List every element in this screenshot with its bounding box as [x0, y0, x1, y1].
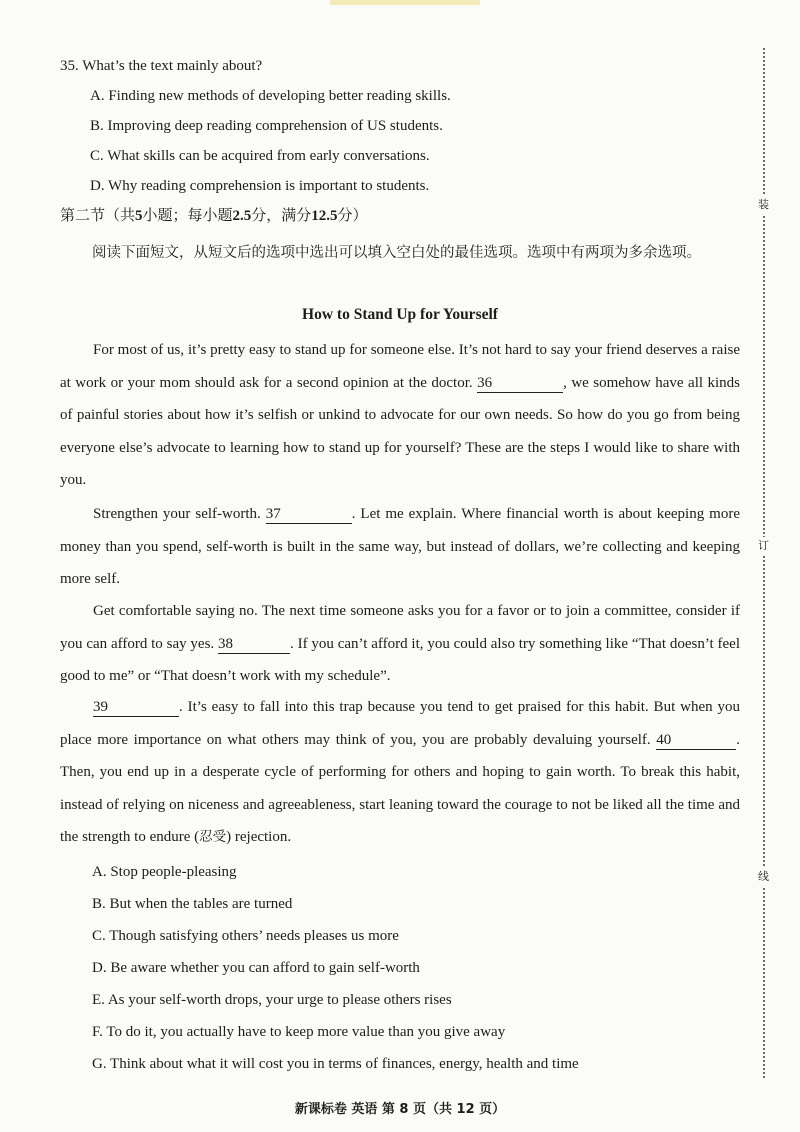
passage-title: How to Stand Up for Yourself — [302, 306, 498, 323]
section-2-instructions: 阅读下面短文，从短文后的选项中选出可以填入空白处的最佳选项。选项中有两项为多余选项。 — [92, 245, 701, 261]
paragraph-4: 39 . It’s easy to fall into this trap because you tend to get praised for this habit. But when you place more importance on what others may think of you, you are probably devaluing yourself. 40 . Then, you end up in a desperate cycle of performing for others and hoping to gain worth. To break this habit, instead of relying on niceness and agreeableness, start leaning toward the courage to not be liked all the time and the strength to endure (忍受) rejection. — [60, 699, 740, 846]
page-footer: 新课标卷 英语 第 8 页（共 12 页） — [294, 1102, 506, 1117]
blank-39[interactable]: 39 — [93, 698, 179, 717]
choice-f: F. To do it, you actually have to keep more value than you give away — [92, 1024, 506, 1040]
choice-e: E. As your self-worth drops, your urge to please others rises — [92, 992, 452, 1008]
section-2-heading: 第二节（共5小题；每小题2.5分，满分12.5分） — [60, 206, 368, 224]
question-35-stem: 35. What’s the text mainly about? — [60, 58, 263, 74]
binding-mark-ding: 订 — [758, 537, 769, 555]
question-35-option-b: B. Improving deep reading comprehension of US students. — [90, 118, 443, 134]
blank-38[interactable]: 38 — [218, 635, 290, 654]
paragraph-3: Get comfortable saying no. The next time someone asks you for a favor or to join a committee, consider if you can afford to say yes. 38 . If you can’t afford it, you could also try something like “That doesn’t feel good to me” or “That doesn’t work with my schedule”. — [60, 603, 741, 685]
choice-c: C. Though satisfying others’ needs pleases us more — [92, 928, 399, 944]
choice-a: A. Stop people-pleasing — [92, 864, 237, 880]
question-35-option-d: D. Why reading comprehension is important to students. — [90, 178, 430, 194]
paragraph-2: Strengthen your self-worth. 37 . Let me explain. Where financial worth is about keeping more money than you spend, self-worth is built in the same way, but instead of dollars, we’re collecting and keeping more self. — [60, 506, 740, 588]
question-35-option-a: A. Finding new methods of developing better reading skills. — [90, 88, 451, 104]
blank-36[interactable]: 36 — [477, 374, 563, 393]
choice-d: D. Be aware whether you can afford to gain self-worth — [92, 960, 420, 976]
binding-mark-xian: 线 — [758, 868, 769, 886]
question-35-option-c: C. What skills can be acquired from early conversations. — [90, 148, 430, 164]
blank-40[interactable]: 40 — [656, 731, 736, 750]
top-scan-mark — [330, 0, 480, 5]
blank-37[interactable]: 37 — [266, 505, 352, 524]
choice-b: B. But when the tables are turned — [92, 896, 293, 912]
binding-mark-zhuang: 装 — [758, 196, 769, 214]
paragraph-1: For most of us, it’s pretty easy to stand up for someone else. It’s not hard to say your friend deserves a raise at work or your mom should ask for a second opinion at the doctor. 36 , we somehow have all kinds of painful stories about how it’s selfish or unkind to advocate for our own needs. So how do you go from being everyone else’s advocate to learning how to stand up for yourself? These are the steps I would like to share with you. — [60, 342, 741, 489]
choice-g: G. Think about what it will cost you in terms of finances, energy, health and time — [92, 1056, 579, 1072]
